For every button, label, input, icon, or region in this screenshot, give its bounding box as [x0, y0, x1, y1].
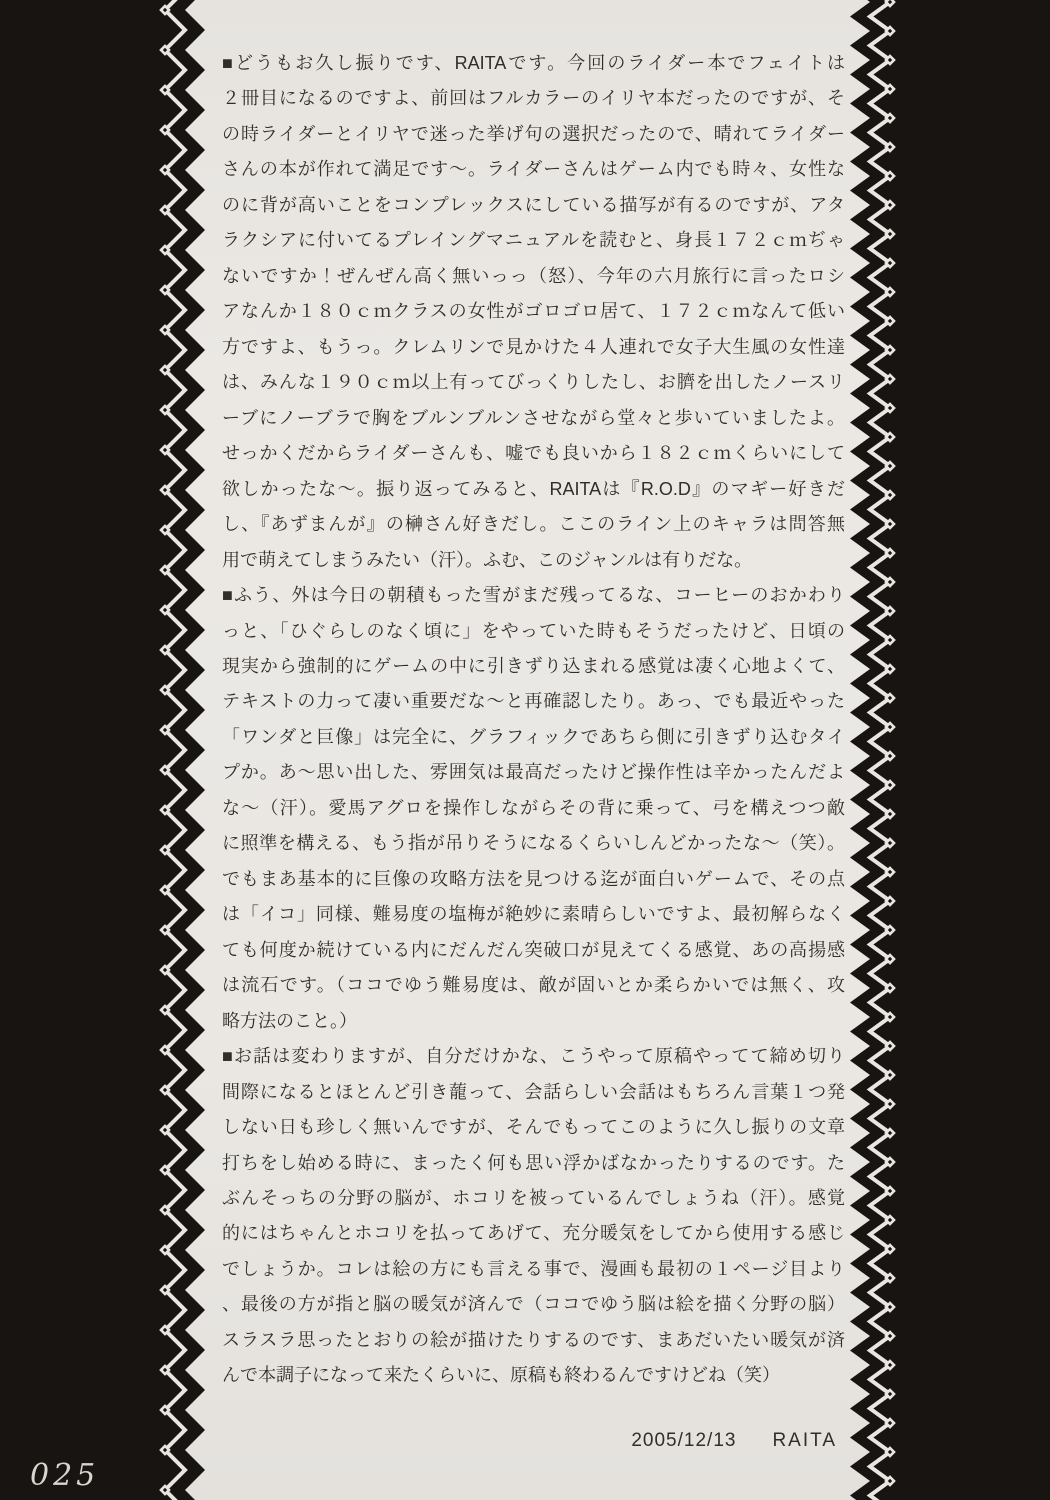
- text-line: は、みんな１９０ｃｍ以上有ってびっくりしたし、お臍を出したノースリ: [222, 372, 845, 393]
- text-line: プか。あ～思い出した、雰囲気は最高だったけど操作性は辛かったんだよ: [222, 762, 845, 783]
- text-line: ラクシアに付いてるプレイングマニュアルを読むと、身長１７２ｃｍぢゃ: [222, 230, 845, 251]
- text-line: っと、「ひぐらしのなく頃に」をやっていた時もそうだったけど、日頃の: [222, 620, 845, 641]
- text-line: 欲しかったな～。振り返ってみると、RAITAは『R.O.D』のマギー好きだ: [222, 478, 845, 499]
- left-zigzag-border: [0, 0, 210, 1500]
- text-line: ■ふう、外は今日の朝積もった雪がまだ残ってるな、コーヒーのおかわり: [222, 585, 845, 606]
- text-line: は流石です。（ココでゆう難易度は、敵が固いとか柔らかいでは無く、攻: [222, 975, 845, 996]
- text-line: でしょうか。コレは絵の方にも言える事で、漫画も最初の１ページ目より: [222, 1258, 845, 1279]
- page-number: 025: [30, 1458, 100, 1493]
- text-line: ２冊目になるのですよ、前回はフルカラーのイリヤ本だったのですが、そ: [222, 88, 845, 109]
- afterword-paragraph-3: [222, 1039, 845, 1394]
- text-line: のに背が高いことをコンプレックスにしている描写が有るのですが、アタ: [222, 194, 845, 215]
- text-line: 間際になるとほとんど引き蘢って、会話らしい会話はもちろん言葉１つ発: [222, 1081, 845, 1102]
- text-line: ても何度か続けている内にだんだん突破口が見えてくる感覚、あの高揚感: [222, 939, 845, 960]
- text-line: 的にはちゃんとホコリを払ってあげて、充分暖気をしてから使用する感じ: [222, 1223, 845, 1244]
- text-line: 現実から強制的にゲームの中に引きずり込まれる感覚は凄く心地よくて、: [222, 655, 845, 676]
- text-line: ■お話は変わりますが、自分だけかな、こうやって原稿やってて締め切り: [222, 1046, 845, 1067]
- text-line: アなんか１８０ｃｍクラスの女性がゴロゴロ居て、１７２ｃｍなんて低い: [222, 301, 845, 322]
- text-line: しない日も珍しく無いんですが、そんでもってこのように久し振りの文章: [222, 1117, 845, 1138]
- afterword-paragraph-1: [222, 46, 845, 578]
- text-line: ーブにノーブラで胸をブルンブルンさせながら堂々と歩いていましたよ。: [222, 407, 845, 428]
- signoff: [222, 1428, 837, 1454]
- text-line: な～（汗）。愛馬アグロを操作しながらその背に乗って、弓を構えつつ敵: [222, 797, 845, 818]
- text-line: は「イコ」同様、難易度の塩梅が絶妙に素晴らしいですよ、最初解らなく: [222, 904, 845, 925]
- text-line: スラスラ思ったとおりの絵が描けたりするのです、まあだいたい暖気が済: [222, 1329, 845, 1350]
- text-line: 略方法のこと。）: [222, 1010, 357, 1031]
- text-line: 、最後の方が指と脳の暖気が済んで（ココでゆう脳は絵を描く分野の脳）: [222, 1294, 845, 1315]
- text-line: さんの本が作れて満足です～。ライダーさんはゲーム内でも時々、女性な: [222, 159, 845, 180]
- text-line: 方ですよ、もうっ。クレムリンで見かけた４人連れで女子大生風の女性達: [222, 336, 845, 357]
- text-line: んで本調子になって来たくらいに、原稿も終わるんですけどね（笑）: [222, 1365, 780, 1386]
- signoff-author: RAITA: [772, 1430, 837, 1451]
- text-line: ないですか！ぜんぜん高く無いっっ（怒）、今年の六月旅行に言ったロシ: [222, 265, 845, 286]
- afterword-paragraph-2: [222, 578, 845, 1039]
- text-line: 打ちをし始める時に、まったく何も思い浮かばなかったりするのです。た: [222, 1152, 845, 1173]
- text-line: 用で萌えてしまうみたい（汗）。ふむ、このジャンルは有りだな。: [222, 549, 753, 570]
- right-zigzag-border: [840, 0, 1050, 1500]
- text-line: ■どうもお久し振りです、RAITAです。今回のライダー本でフェイトは: [222, 53, 845, 73]
- text-line: の時ライダーとイリヤで迷った挙げ句の選択だったので、晴れてライダー: [222, 123, 845, 144]
- text-line: せっかくだからライダーさんも、嘘でも良いから１８２ｃｍくらいにして: [222, 443, 845, 464]
- text-line: 「ワンダと巨像」は完全に、グラフィックであちら側に引きずり込むタイ: [222, 726, 845, 747]
- text-line: テキストの力って凄い重要だな～と再確認したり。あっ、でも最近やった: [222, 691, 845, 712]
- signoff-date: 2005/12/13: [631, 1430, 737, 1451]
- text-line: に照準を構える、もう指が吊りそうになるくらいしんどかったな～（笑）。: [222, 833, 845, 854]
- afterword-text: [222, 46, 845, 1394]
- text-line: し、『あずまんが』の榊さん好きだし。ここのライン上のキャラは問答無: [222, 514, 845, 535]
- text-line: でもまあ基本的に巨像の攻略方法を見つける迄が面白いゲームで、その点: [222, 868, 845, 889]
- text-line: ぶんそっちの分野の脳が、ホコリを被っているんでしょうね（汗）。感覚: [222, 1188, 845, 1208]
